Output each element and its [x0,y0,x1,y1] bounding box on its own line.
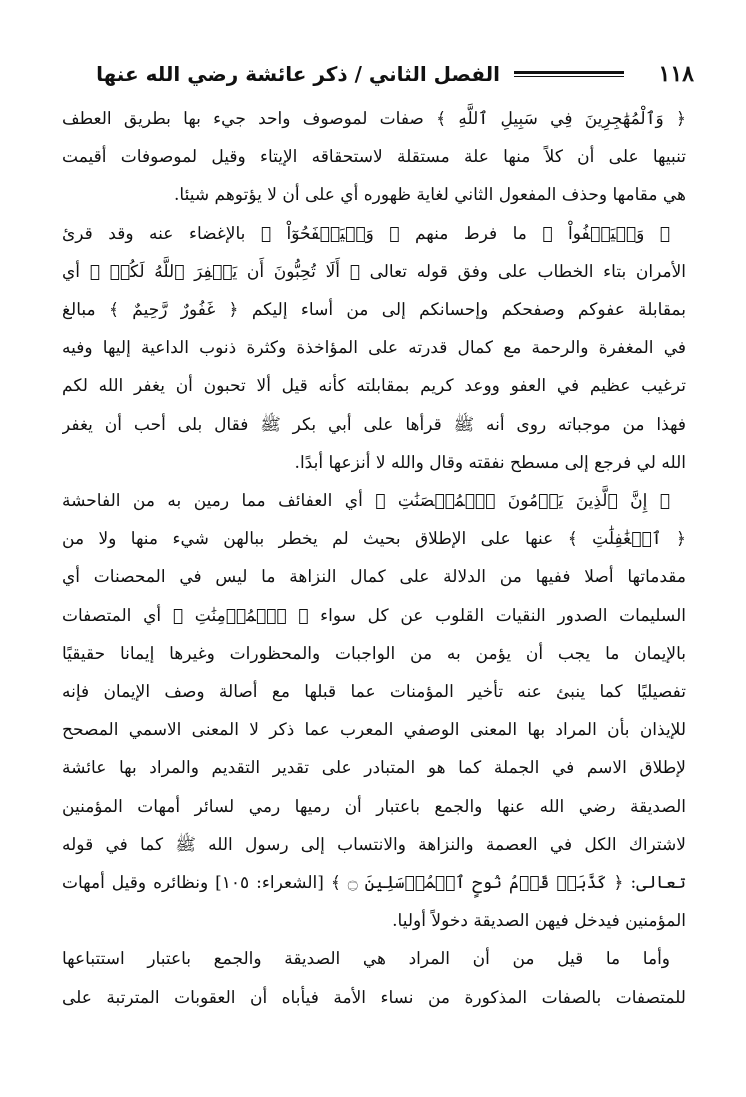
text-line: الله لي فرجع إلى مسطح نفقته وقال والله لا أنزعها أبدًا. [294,452,686,473]
text-line: للإيذان بأن المراد بها المعنى الوصفي المعرب عما ذكر لا المعنى الاسمي المصحح [62,720,686,741]
text-line: للمتصفات بالصفات المذكورة من نساء الأمة فيأباه أن العقوبات المترتبة على [62,987,686,1008]
body-text [62,100,686,1017]
text-line: الأمران بتاء الخطاب على وفق قوله تعالى ﴿ أَلَا تُحِبُّونَ أَن يَغۡفِرَ ٱللَّهُ لَكُمۡ ﴾ أي [62,261,686,282]
text-line: مقدماتها أصلا ففيها من الدلالة على كمال النزاهة ما ليس في المحصنات أي [62,567,686,588]
text-line: ﴿ إِنَّ ٱلَّذِينَ يَرۡمُونَ ٱلۡمُحۡصَنَٰتِ ﴾ أي العفائف مما رمين به من الفاحشة [62,491,670,512]
text-line: فهذا من موجباته روى أنه ﷺ قرأها على أبي بكر ﷺ فقال بلى أحب أن يغفر [62,414,686,435]
text-line: ﴿ ٱلۡغَٰفِلَٰتِ ﴾ عنها على الإطلاق بحيث لم يخطر ببالهن شيء منها ولا من [62,529,686,550]
text-line: ترغيب عظيم في العفو ووعد كريم بمقابلته كأنه قيل ألا تحبون أن يغفر الله لكم [62,376,686,397]
page-number: ١١٨ [658,61,694,87]
chapter-title: الفصل الثاني / ذكر عائشة رضي الله عنها [96,62,500,86]
text-line: المؤمنين فيدخل فيهن الصديقة دخولاً أوليا. [392,911,686,932]
text-line: في المغفرة والرحمة مع كمال قدرته على المؤاخذة وكثرة ذنوب الداعية إليها وفيه [62,338,686,359]
text-line: الصديقة رضي الله عنها والجمع باعتبار أن رميها رمي لسائر أمهات المؤمنين [62,796,686,817]
text-line: تفصيليًا كما ينبئ عنه تأخير المؤمنات عما قبلها مع أصالة وصف الإيمان فإنه [62,682,686,703]
text-line: بمقابلة عفوكم وصفحكم وإحسانكم إلى من أساء إليكم ﴿ غَفُورٌ رَّحِيمٌ ﴾ مبالغ [62,300,686,321]
header-rule [514,71,624,77]
text-line: بالإيمان ما يجب أن يؤمن به من الواجبات والمحظورات وغيرها إيمانا حقيقيًا [62,643,686,664]
text-line: ﴿ وَٱلْمُهَٰجِرِينَ فِي سَبِيلِ ٱللَّهِ ﴾ صفات لموصوف واحد جيء بها بطريق العطف [62,109,686,129]
text-line: لاشتراك الكل في العصمة والنزاهة والانتساب إلى رسول الله ﷺ كما في قوله [62,834,686,855]
text-line: وأما ما قيل من أن المراد هي الصديقة والجمع باعتبار استتباعها [62,949,670,970]
text-line: تنبيها على أن كلاً منها علة مستقلة لاستحقاقه الإيتاء وقيل لموصوفات أقيمت [62,147,686,168]
text-line: هي مقامها وحذف المفعول الثاني لغاية ظهوره أي على أن لا يؤتوهم شيئا. [174,185,686,206]
text-line: تعالى: ﴿ كَذَّبَتۡ قَوۡمُ نُوحٍ ٱلۡمُرۡسَلِينَ ۝ ﴾ [الشعراء: ١٠٥] ونظائره وقيل أمهات [62,873,686,894]
text-line: السليمات الصدور النقيات القلوب عن كل سواء ﴿ ٱلۡمُؤۡمِنَٰتِ ﴾ أي المتصفات [62,605,686,626]
page-header [60,56,694,92]
text-line: لإطلاق الاسم في الجملة كما هو المتبادر على تقدير التقديم والمراد بها عائشة [62,758,686,779]
text-line: ﴿ وَلۡيَعۡفُواْ ﴾ ما فرط منهم ﴿ وَلۡيَصۡفَحُوٓاْ ﴾ بالإغضاء عنه وقد قرئ [62,223,670,244]
